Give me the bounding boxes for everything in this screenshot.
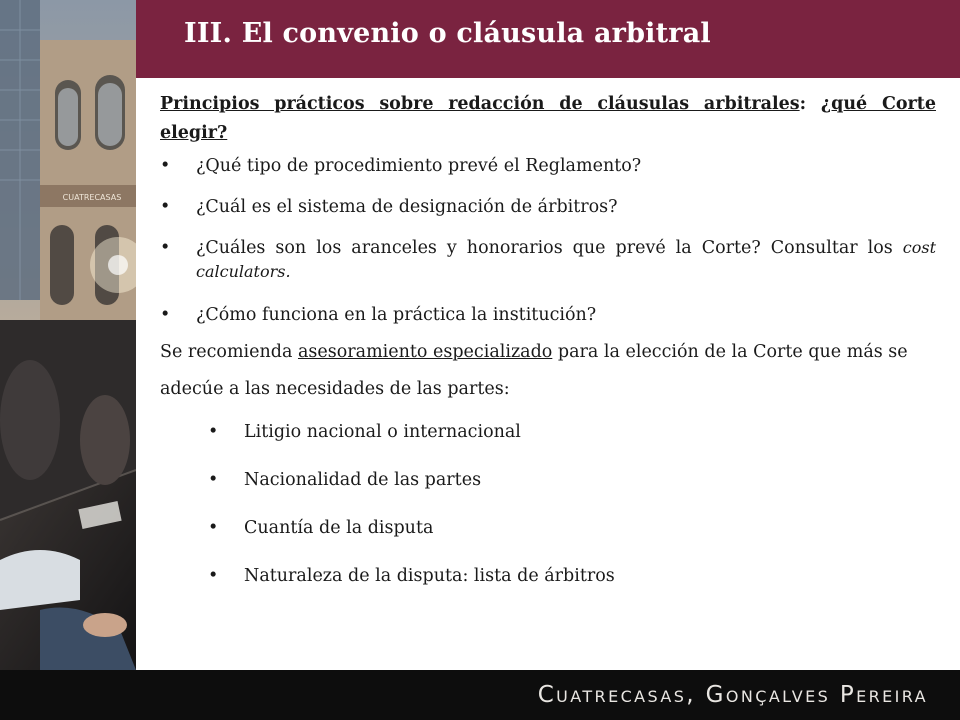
question-list (160, 154, 936, 327)
bullet-icon: • (160, 238, 171, 258)
recommendation-underlined: asesoramiento especializado (297, 342, 553, 362)
list-item (160, 195, 936, 219)
list-item (208, 420, 936, 444)
recommendation-before: Se recomienda (160, 342, 298, 362)
bullet-icon: • (208, 566, 219, 586)
list-item-text: Litigio nacional o internacional (244, 422, 521, 442)
list-item-text: ¿Qué tipo de procedimiento prevé el Reglamento? (196, 156, 642, 176)
heading-question: ¿qué Corte elegir? (160, 94, 936, 143)
slide-content (160, 90, 936, 612)
heading-main: Principios prácticos sobre redacción de cláusulas arbitrales (160, 94, 800, 114)
list-item (208, 564, 936, 588)
list-item-text: Nacionalidad de las partes (244, 470, 482, 490)
section-heading (160, 90, 936, 148)
list-item-text: ¿Cómo funciona en la práctica la institución? (196, 305, 597, 325)
brand-logo-text: Cuatrecasas, Gonçalves Pereira (537, 682, 928, 708)
list-item (208, 516, 936, 540)
title-bar (136, 0, 960, 78)
list-item-text: ¿Cuál es el sistema de designación de árbitros? (196, 197, 618, 217)
bullet-icon: • (208, 422, 219, 442)
recommendation-paragraph (160, 334, 936, 408)
bullet-icon: • (160, 305, 171, 325)
bullet-icon: • (208, 518, 219, 538)
list-item (160, 303, 936, 327)
list-item (160, 236, 936, 284)
bullet-icon: • (208, 470, 219, 490)
list-item (208, 468, 936, 492)
slide-title: III. El convenio o cláusula arbitral (184, 18, 711, 49)
building-sign-text: CUATRECASAS (62, 193, 122, 202)
list-item-text: Naturaleza de la disputa: lista de árbitros (244, 566, 615, 586)
list-item-text: Cuantía de la disputa (244, 518, 434, 538)
bullet-icon: • (160, 197, 171, 217)
list-item (160, 154, 936, 178)
heading-separator: : (799, 94, 821, 114)
side-photo (0, 0, 136, 670)
bullet-icon: • (160, 156, 171, 176)
factor-list (208, 420, 936, 588)
cost-calculators-term: cost calculators. (196, 238, 936, 281)
footer-bar (0, 670, 960, 720)
list-item-text: ¿Cuáles son los aranceles y honorarios que prevé la Corte? Consultar los (196, 238, 903, 258)
recommendation-after: para la elección de la Corte que más se adecúe a las necesidades de las partes: (160, 342, 908, 399)
